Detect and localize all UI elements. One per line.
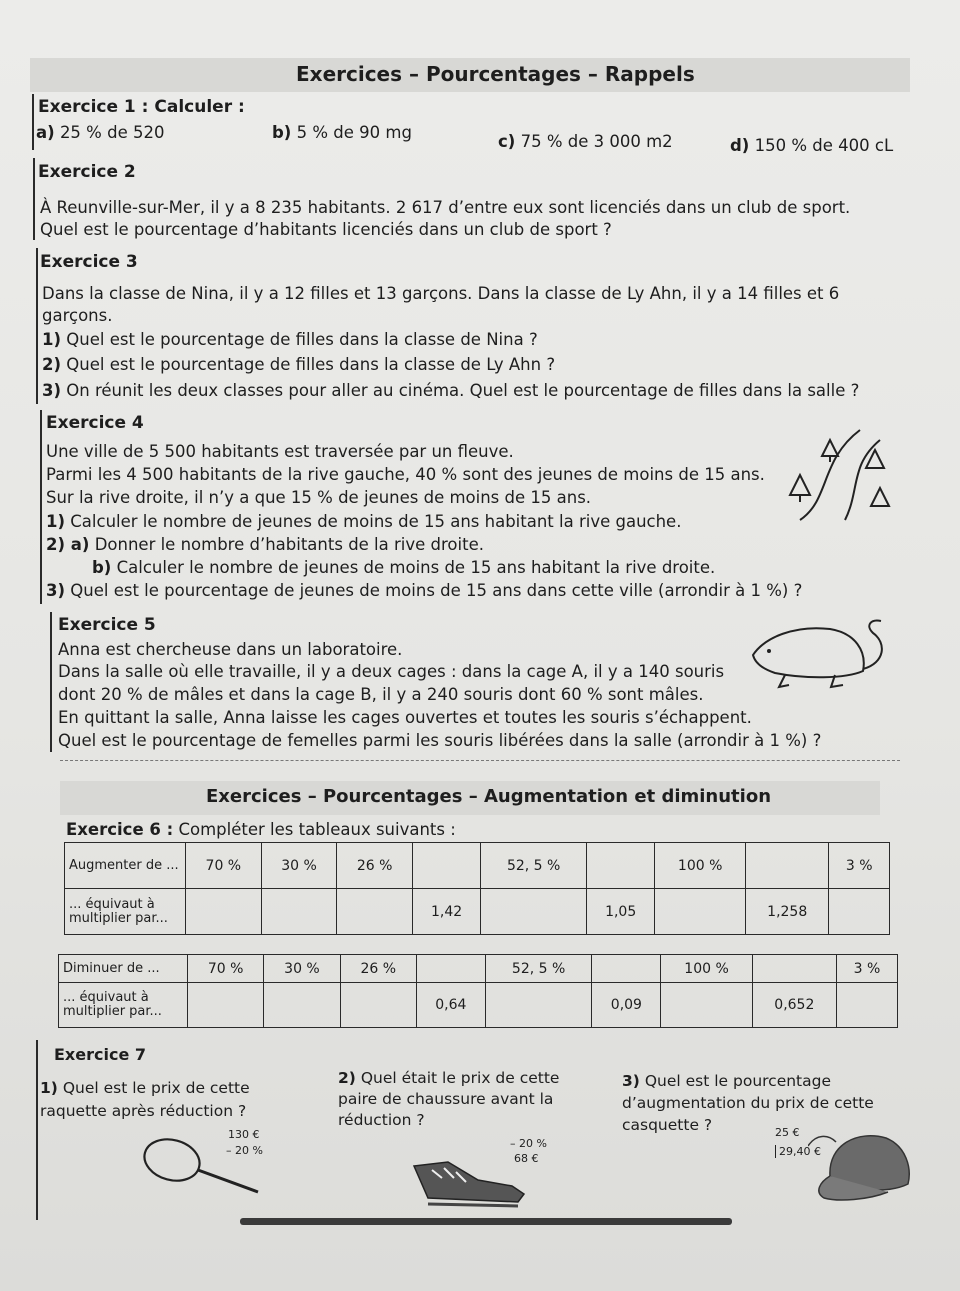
dim-cell[interactable]: 70 % <box>188 955 264 983</box>
ex3-line: garçons. <box>42 306 113 325</box>
margin-bar <box>36 248 38 404</box>
dim-cell[interactable] <box>836 983 897 1028</box>
margin-bar <box>33 158 35 240</box>
river-trees-illustration <box>770 420 920 530</box>
ex5-line: Anna est chercheuse dans un laboratoire. <box>58 640 403 659</box>
ex7-question-2: 2) Quel était le prix de cette paire de chaussure avant la réduction ? <box>338 1069 560 1129</box>
ex5-line: En quittant la salle, Anna laisse les cages ouvertes et toutes les souris s’échappent. <box>58 708 752 727</box>
dim-cell[interactable] <box>340 983 416 1028</box>
ex3-line: Dans la classe de Nina, il y a 12 filles et 13 garçons. Dans la classe de Ly Ahn, il y a 14 filles et 6 <box>42 284 840 303</box>
ex1-item-a: a) 25 % de 520 <box>36 123 165 142</box>
ex3-question-1: 1) Quel est le pourcentage de filles dans la classe de Nina ? <box>42 330 538 349</box>
ex7-question-1: 1) Quel est le prix de cette raquette après réduction ? <box>40 1079 250 1120</box>
racket-price-tag: 130 € <box>228 1128 260 1141</box>
shoe-price-tag: 68 € <box>514 1152 539 1165</box>
aug-cell[interactable]: 1,258 <box>746 889 829 935</box>
ex3-question-2: 2) Quel est le pourcentage de filles dans la classe de Ly Ahn ? <box>42 355 556 374</box>
aug-cell[interactable] <box>829 889 890 935</box>
ex3-question-3: 3) On réunit les deux classes pour aller au cinéma. Quel est le pourcentage de filles dans la salle ? <box>42 381 860 400</box>
dim-row1-label: Diminuer de ... <box>59 955 188 983</box>
mouse-illustration <box>745 615 895 697</box>
diminution-table <box>58 954 898 1028</box>
dim-cell[interactable]: 52, 5 % <box>485 955 592 983</box>
ex1-item-b: b) 5 % de 90 mg <box>272 123 412 142</box>
section-title: Exercices – Pourcentages – Augmentation et diminution <box>206 786 772 807</box>
ex6-heading: Exercice 6 : Compléter les tableaux suivants : <box>66 820 456 839</box>
aug-row1-label: Augmenter de ... <box>65 843 186 889</box>
ex7-question-3: 3) Quel est le pourcentage d’augmentation du prix de cette casquette ? <box>622 1072 874 1134</box>
ex4-question-3: 3) Quel est le pourcentage de jeunes de moins de 15 ans dans cette ville (arrondir à 1 %) ? <box>46 581 803 600</box>
aug-cell[interactable]: 52, 5 % <box>481 843 587 889</box>
ex2-heading: Exercice 2 <box>38 162 136 182</box>
dim-cell[interactable] <box>752 955 836 983</box>
separator <box>60 760 900 761</box>
ex4-line: Une ville de 5 500 habitants est traversée par un fleuve. <box>46 442 514 461</box>
dim-cell[interactable]: 3 % <box>836 955 897 983</box>
dim-cell[interactable] <box>264 983 340 1028</box>
margin-bar <box>32 94 34 150</box>
ex5-line: Quel est le pourcentage de femelles parmi les souris libérées dans la salle (arrondir à 1 %) ? <box>58 731 822 750</box>
ex5-line: dont 20 % de mâles et dans la cage B, il y a 240 souris dont 60 % sont mâles. <box>58 685 704 704</box>
dim-cell[interactable]: 0,09 <box>592 983 661 1028</box>
aug-cell[interactable]: 1,42 <box>413 889 481 935</box>
dim-cell[interactable]: 30 % <box>264 955 340 983</box>
racket-discount-tag: – 20 % <box>226 1144 263 1157</box>
ex2-line: À Reunville-sur-Mer, il y a 8 235 habitants. 2 617 d’entre eux sont licenciés dans un club de sport. <box>40 198 851 217</box>
aug-cell[interactable] <box>261 889 337 935</box>
ex1-heading: Exercice 1 : Calculer : <box>38 97 245 117</box>
dim-cell[interactable]: 100 % <box>661 955 753 983</box>
margin-bar <box>36 1040 38 1220</box>
ex4-question-2b: b) Calculer le nombre de jeunes de moins de 15 ans habitant la rive droite. <box>92 558 716 577</box>
ex4-question-2a: 2) a) Donner le nombre d’habitants de la rive droite. <box>46 535 484 554</box>
ex5-line: Dans la salle où elle travaille, il y a deux cages : dans la cage A, il y a 140 souris <box>58 662 725 681</box>
aug-cell[interactable] <box>587 843 655 889</box>
margin-bar <box>40 410 42 604</box>
aug-cell[interactable]: 30 % <box>261 843 337 889</box>
ex4-line: Parmi les 4 500 habitants de la rive gauche, 40 % sont des jeunes de moins de 15 ans. <box>46 465 765 484</box>
ex4-line: Sur la rive droite, il n’y a que 15 % de jeunes de moins de 15 ans. <box>46 488 592 507</box>
cap-old-price-tag: 25 € <box>775 1126 800 1139</box>
bottom-rule <box>240 1218 732 1225</box>
aug-cell[interactable]: 100 % <box>655 843 746 889</box>
ex7-heading: Exercice 7 <box>54 1045 146 1064</box>
dim-cell[interactable]: 0,652 <box>752 983 836 1028</box>
dim-cell[interactable] <box>661 983 753 1028</box>
ex1-item-c: c) 75 % de 3 000 m2 <box>498 132 673 151</box>
ex1-item-d: d) 150 % de 400 cL <box>730 136 894 155</box>
ex2-line: Quel est le pourcentage d’habitants licenciés dans un club de sport ? <box>40 220 612 239</box>
augmentation-table <box>64 842 890 935</box>
ex3-heading: Exercice 3 <box>40 252 138 272</box>
dim-row2-label: ... équivaut à multiplier par... <box>59 983 188 1028</box>
page-title: Exercices – Pourcentages – Rappels <box>296 62 695 86</box>
aug-cell[interactable]: 70 % <box>186 843 262 889</box>
aug-cell[interactable] <box>337 889 413 935</box>
ex4-heading: Exercice 4 <box>46 413 144 433</box>
ex5-heading: Exercice 5 <box>58 615 156 635</box>
cap-illustration <box>808 1124 916 1206</box>
aug-cell[interactable] <box>746 843 829 889</box>
aug-cell[interactable] <box>655 889 746 935</box>
dim-cell[interactable] <box>416 955 485 983</box>
dim-cell[interactable]: 0,64 <box>416 983 485 1028</box>
ex4-question-1: 1) Calculer le nombre de jeunes de moins de 15 ans habitant la rive gauche. <box>46 512 682 531</box>
aug-cell[interactable]: 1,05 <box>587 889 655 935</box>
shoe-discount-tag: – 20 % <box>510 1137 547 1150</box>
aug-cell[interactable] <box>186 889 262 935</box>
aug-cell[interactable] <box>481 889 587 935</box>
aug-cell[interactable]: 26 % <box>337 843 413 889</box>
dim-cell[interactable] <box>592 955 661 983</box>
dim-cell[interactable]: 26 % <box>340 955 416 983</box>
dim-cell[interactable] <box>188 983 264 1028</box>
margin-bar <box>50 612 52 752</box>
dim-cell[interactable] <box>485 983 592 1028</box>
aug-row2-label: ... équivaut à multiplier par... <box>65 889 186 935</box>
aug-cell[interactable] <box>413 843 481 889</box>
cap-new-price-tag: 29,40 € <box>775 1145 821 1158</box>
aug-cell[interactable]: 3 % <box>829 843 890 889</box>
